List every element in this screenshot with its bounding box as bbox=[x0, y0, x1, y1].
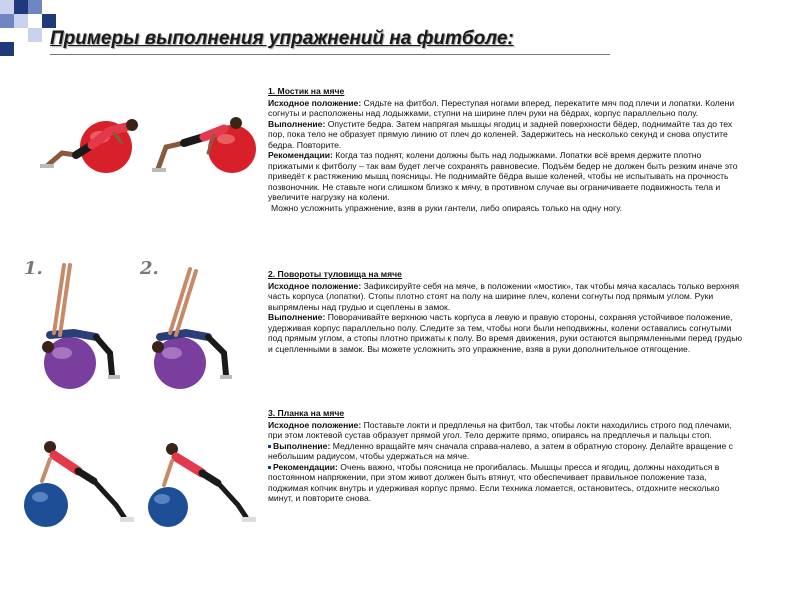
page-title: Примеры выполнения упражнений на фитболе: bbox=[50, 28, 514, 49]
bridge-pose-start bbox=[40, 119, 138, 173]
title-divider bbox=[50, 54, 610, 55]
deco-square bbox=[0, 14, 14, 28]
exercise-paragraph bbox=[268, 312, 746, 354]
plank-pose-1 bbox=[24, 441, 134, 527]
paragraph-text: Сядьте на фитбол. Переступая ногами вперед, перекатите мяч под плечи и лопатки. Колени согнуты и расположены над лодыжками, ступни на ширине плеч руки на бёдрах, корпус параллельно полу. bbox=[268, 97, 735, 118]
exercise-heading: 1. Мостик на мяче bbox=[268, 86, 345, 96]
paragraph-label: Рекомендации: bbox=[273, 461, 338, 472]
deco-square bbox=[0, 0, 14, 14]
step-label-1: 1. bbox=[24, 258, 43, 279]
paragraph-text: Можно усложнить упражнение, взяв в руки гантели, либо опираясь только на одну ногу. bbox=[271, 202, 623, 213]
deco-square bbox=[14, 14, 28, 28]
paragraph-text: Медленно вращайте мяч сначала справа-налево, а затем в обратную сторону. Делайте вращение с небольшим радиусом, чтобы удержаться на мяче. bbox=[268, 440, 733, 461]
bridge-pose-lifted bbox=[152, 117, 256, 173]
exercise-paragraph bbox=[268, 203, 746, 214]
paragraph-label: Исходное положение: bbox=[268, 419, 362, 430]
paragraph-label: Выполнение: bbox=[273, 440, 331, 451]
paragraph-label: Исходное положение: bbox=[268, 97, 362, 108]
exercise-paragraph bbox=[268, 462, 746, 504]
deco-square bbox=[14, 0, 28, 14]
bridge-figure bbox=[18, 95, 258, 185]
deco-square bbox=[42, 14, 56, 28]
deco-square bbox=[0, 42, 14, 56]
exercise-block-2 bbox=[268, 269, 746, 354]
exercise-paragraph bbox=[268, 98, 746, 119]
paragraph-label: Рекомендации: bbox=[268, 150, 333, 160]
exercise-block-1 bbox=[268, 86, 746, 213]
rotation-figure bbox=[30, 255, 250, 395]
exercise-paragraph bbox=[268, 281, 746, 313]
plank-figure bbox=[20, 425, 260, 535]
paragraph-text: Поворачивайте верхнюю часть корпуса в левую и правую стороны, сохраняя устойчивое положение, удерживая корпус параллельно полу. Следите за тем, чтобы ноги были неподвижны, колени оставались согнутыми под прямым углом, а стопы плотно прижаты к полу. Во время движения, руки остаются выпрямленными перед грудью и сцепленными в замок. Вы можете усложнить это упражнение, взяв в руки дополнительное отягощение. bbox=[268, 312, 743, 354]
paragraph-text: Когда таз поднят, колени должны быть над лодыжками. Лопатки всё время держите плотно прижатыми к фитболу – так вам будет легче сохранять равновесие. Подъём бедер не должен быть резким иначе это приведёт к растяжению мышц поясницы. Не поднимайте бёдра выше коленей, чтобы не испытывать на прочность позвоночник. Не ставьте ноги слишком близко к мячу, в противном случае вы ограничиваете подвижность тела и увеличите нагрузку на колени. bbox=[268, 150, 738, 202]
paragraph-label: Выполнение: bbox=[268, 118, 326, 129]
exercise-paragraph bbox=[268, 441, 746, 462]
rotation-pose-1 bbox=[42, 265, 120, 389]
paragraph-text: Опустите бедра. Затем напрягая мышцы ягодиц и задней поверхности бёдер, поднимайте таз до тех пор, пока тело не образует прямую линию от плеч до коленей. Задержитесь на несколько секунд и снова опустите бедра. Повторите. bbox=[268, 118, 733, 150]
plank-pose-2 bbox=[148, 443, 256, 527]
paragraph-text: Поставьте локти и предплечья на фитбол, так чтобы локти находились строго под плечами, при этом локтевой сустав образует прямой угол. Тело держите прямо, опираясь на предплечья и пальцы стоп. bbox=[268, 419, 732, 440]
paragraph-text: Зафиксируйте себя на мяче, в положении «мостик», так чтобы мяча касалась только верхняя часть корпуса (лопатки). Стопы плотно стоят на полу на ширине плеч, колени согнуты под прямым углом. Руки выпрямлены над грудью и сцеплены в замок. bbox=[268, 280, 740, 312]
exercise-paragraph bbox=[268, 420, 746, 441]
rotation-pose-2 bbox=[152, 269, 232, 389]
exercise-paragraph bbox=[268, 150, 746, 203]
exercise-block-3 bbox=[268, 408, 746, 504]
exercise-paragraph bbox=[268, 119, 746, 151]
deco-square bbox=[28, 0, 42, 14]
paragraph-text: Очень важно, чтобы поясница не прогибалась. Мышцы пресса и ягодиц, должны находиться в постоянном напряжении, при этом живот должен быть втянут, что обеспечивает правильное положение таза, поджимая копчик внутрь и удерживая корпус прямо. Если техника ломается, остановитесь, отдохните несколько минут, и повторите снова. bbox=[268, 461, 720, 503]
exercise-heading: 3. Планка на мяче bbox=[268, 408, 345, 418]
deco-square bbox=[28, 28, 42, 42]
step-label-2: 2. bbox=[140, 258, 159, 279]
paragraph-label: Выполнение: bbox=[268, 312, 326, 322]
exercise-heading: 2. Повороты туловища на мяче bbox=[268, 269, 402, 279]
paragraph-label: Исходное положение: bbox=[268, 280, 362, 291]
